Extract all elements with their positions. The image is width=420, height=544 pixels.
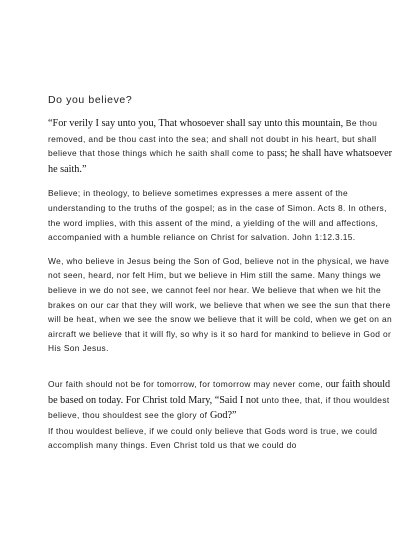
definition-paragraph: Believe; in theology, to believe sometimes expresses a mere assent of the understanding to the truths of the gospel; as in the case of Simon. Acts 8. In others, the word implies, with this assent of the mind, a yielding of the will and affections, accompanied with a humble reliance on Christ for salvation. John 1:12.3.15.: [48, 188, 387, 243]
faith-line-2-serif: our faith should be based on today. For Christ told Mary, “Said I not: [48, 378, 391, 406]
belief-paragraph: We, who believe in Jesus being the Son of God, believe not in the physical, we have not seen, heard, nor felt Him, but we believe in Him still the same. Many things we believe in we do not see, we cannot feel nor hear. We believe that when we hit the brakes on our car that they will work, we believe that when we see the sun that there will be heat, when we see the snow we believe that it will be cold, when we get on an aircraft we believe that it will fly, so why is it so hard for mankind to believe in God or His Son Jesus.: [48, 255, 392, 354]
faith-paragraph: [48, 377, 400, 453]
paragraph-gap: [48, 365, 400, 377]
page-title: Do you believe?: [48, 94, 133, 106]
quote-body-text: Be thou removed, and be thou cast into the sea; and shall not doubt in his heart, but shall believe that those things which he saith shall come to: [48, 118, 378, 159]
quote-ending-serif: pass; he shall have whatsoever he saith.”: [48, 148, 393, 175]
faith-line-1: Our faith should not be for tomorrow, for tomorrow may never come,: [48, 378, 323, 389]
faith-continuation: If thou wouldest believe, if we could only believe that Gods word is true, we could accomplish many things. Even Christ told us that we could do: [48, 425, 378, 451]
faith-line-4-serif: God?”: [209, 410, 237, 422]
scripture-quote-paragraph: [48, 116, 400, 177]
faith-line-3: unto thee, that, if thou wouldest believe, thou shouldest see the glory of: [48, 394, 390, 421]
quote-line-serif: “For verily I say unto you, That whosoever shall say unto this mountain,: [48, 118, 344, 129]
document-page: [48, 94, 400, 462]
